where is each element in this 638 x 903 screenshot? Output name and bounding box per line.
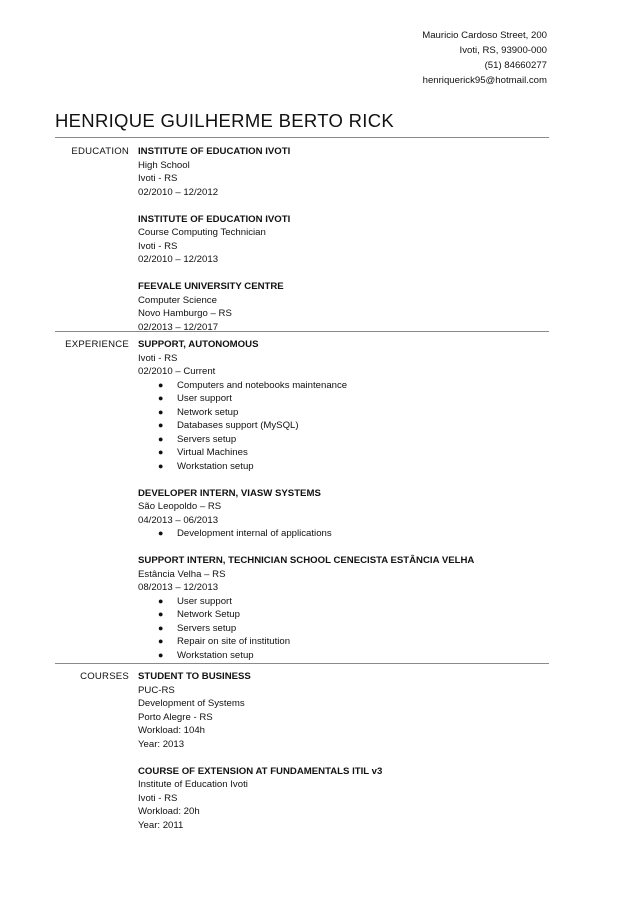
bullet-icon: ● [158,636,164,646]
experience-bullet-list [138,527,549,541]
experience-entry-line: São Leopoldo – RS [138,501,222,512]
divider-name [55,137,549,138]
experience-section [55,338,549,662]
education-section [55,145,549,333]
education-entry [138,145,549,199]
education-body [138,145,549,348]
bullet-item [158,527,549,541]
course-entry-line: Year: 2013 [138,738,185,750]
bullet-item [158,446,549,460]
bullet-item [158,433,549,447]
education-entry-title: FEEVALE UNIVERSITY CENTRE [138,281,284,292]
courses-label: COURSES [80,671,129,682]
bullet-text: User support [177,393,232,404]
course-entry-line: Porto Alegre - RS [138,711,213,723]
bullet-icon: ● [158,460,164,471]
divider-experience [55,663,549,664]
courses-body [138,670,549,846]
experience-entry-title: SUPPORT, AUTONOMOUS [138,339,259,350]
experience-entry-line: Ivoti - RS [138,352,178,364]
contact-street: Mauricio Cardoso Street, 200 [422,30,547,41]
course-entry-line: Development of Systems [138,698,245,709]
experience-bullet-list [138,595,549,663]
course-entry [138,670,549,751]
bullet-text: User support [177,595,232,607]
bullet-icon: ● [158,649,164,660]
experience-body [138,338,549,676]
education-entry-line: 02/2013 – 12/2017 [138,321,219,333]
experience-entry-title: SUPPORT INTERN, TECHNICIAN SCHOOL CENECISTA ESTÂNCIA VELHA [138,555,475,566]
bullet-item [158,392,549,406]
bullet-icon: ● [158,528,164,538]
bullet-text: Servers setup [177,622,237,634]
course-entry-title: STUDENT TO BUSINESS [138,671,251,682]
education-entry-line: Course Computing Technician [138,227,266,238]
bullet-item [158,622,549,636]
bullet-item [158,608,549,622]
bullet-item [158,460,549,474]
bullet-item [158,406,549,420]
course-entry-line: Institute of Education Ivoti [138,779,248,790]
bullet-text: Workstation setup [177,460,254,472]
course-entry-title: COURSE OF EXTENSION AT FUNDAMENTALS ITIL v3 [138,765,383,777]
bullet-icon: ● [158,393,164,403]
course-entry-line: Workload: 20h [138,806,200,817]
contact-block [422,28,547,88]
bullet-text: Development internal of applications [177,528,332,539]
course-entry-line: PUC-RS [138,684,175,696]
bullet-item [158,379,549,393]
contact-phone: (51) 84660277 [484,60,547,71]
bullet-text: Databases support (MySQL) [177,420,299,431]
bullet-icon: ● [158,379,164,390]
education-entry-title: INSTITUTE OF EDUCATION IVOTI [138,146,291,157]
bullet-icon: ● [158,447,164,457]
education-entry-line: 02/2010 – 12/2012 [138,186,219,198]
education-entry-line: Computer Science [138,294,217,306]
education-entry [138,280,549,334]
contact-email: henriquerick95@hotmail.com [422,75,547,86]
experience-entry [138,554,549,662]
bullet-text: Computers and notebooks maintenance [177,379,348,391]
bullet-icon: ● [158,406,164,417]
experience-entry-line: 08/2013 – 12/2013 [138,582,219,593]
experience-entry-title: DEVELOPER INTERN, VIASW SYSTEMS [138,487,321,499]
bullet-text: Network setup [177,406,239,418]
bullet-icon: ● [158,420,164,430]
bullet-icon: ● [158,609,164,619]
experience-entry-line: Estância Velha – RS [138,568,226,580]
bullet-text: Workstation setup [177,649,254,661]
course-entry-line: Year: 2011 [138,819,184,831]
contact-city: Ivoti, RS, 93900-000 [459,45,547,56]
bullet-item [158,635,549,649]
education-entry-line: Novo Hamburgo – RS [138,308,232,319]
candidate-name: HENRIQUE GUILHERME BERTO RICK [55,110,395,131]
bullet-text: Network Setup [177,609,240,620]
experience-entry [138,338,549,473]
education-label: EDUCATION [71,146,129,157]
bullet-item [158,595,549,609]
courses-section [55,670,549,840]
education-entry-line: High School [138,159,190,171]
bullet-text: Virtual Machines [177,447,248,458]
experience-label: EXPERIENCE [65,339,129,350]
education-entry [138,213,549,267]
bullet-icon: ● [158,595,164,606]
divider-education [55,331,549,332]
bullet-text: Servers setup [177,433,237,445]
bullet-text: Repair on site of institution [177,636,291,647]
experience-entry-line: 04/2013 – 06/2013 [138,514,219,526]
bullet-item [158,649,549,663]
course-entry [138,765,549,833]
bullet-icon: ● [158,622,164,633]
course-entry-line: Ivoti - RS [138,792,178,804]
education-entry-title: INSTITUTE OF EDUCATION IVOTI [138,213,291,225]
bullet-icon: ● [158,433,164,444]
course-entry-line: Workload: 104h [138,725,206,736]
experience-bullet-list [138,379,549,474]
education-entry-line: Ivoti - RS [138,173,178,184]
bullet-item [158,419,549,433]
experience-entry [138,487,549,541]
education-entry-line: 02/2010 – 12/2013 [138,254,219,265]
experience-entry-line: 02/2010 – Current [138,366,216,377]
education-entry-line: Ivoti - RS [138,240,178,252]
